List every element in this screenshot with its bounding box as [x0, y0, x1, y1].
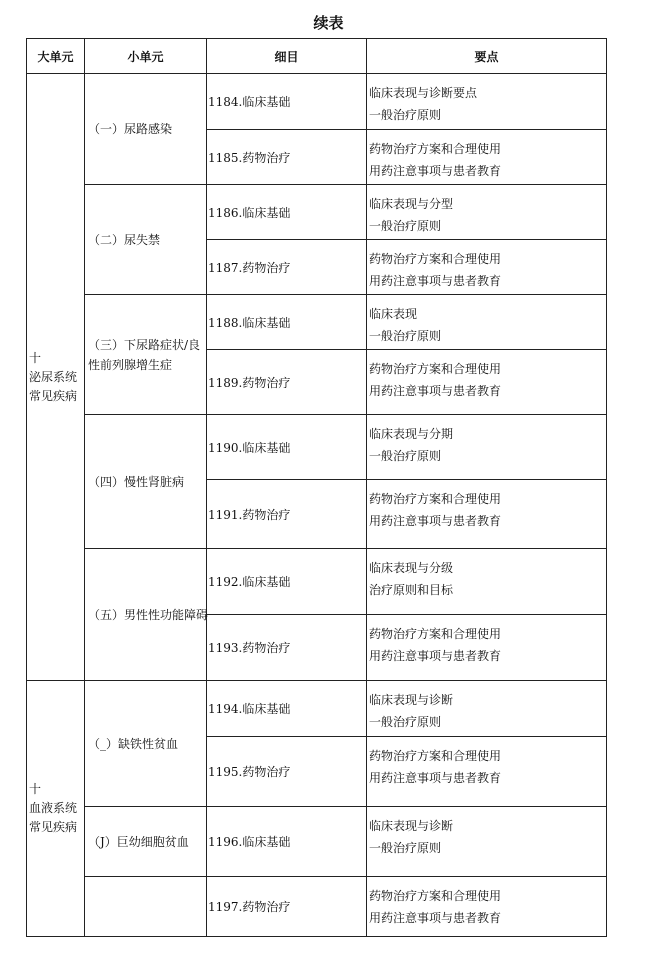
page-title: 续表 [313, 14, 344, 32]
table-row [27, 415, 607, 480]
key-point-line: 一般治疗原则 [369, 329, 442, 343]
key-point-line: 一般治疗原则 [369, 841, 442, 855]
minor-unit-label: （_）缺铁性贫血 [88, 736, 179, 751]
key-point-line: 药物治疗方案和合理使用 [369, 749, 502, 763]
key-point-line: 临床表现与分级 [369, 561, 454, 575]
table-body [27, 74, 607, 937]
detail-cell: 1187.药物治疗 [207, 240, 367, 295]
key-points-cell [367, 615, 607, 681]
header-detail: 细目 [207, 39, 367, 74]
key-point-line: 临床表现与诊断要点 [369, 86, 478, 100]
table-row [27, 549, 607, 615]
detail-cell: 1194.临床基础 [207, 681, 367, 737]
key-points-cell [367, 415, 607, 480]
detail-cell: 1191.药物治疗 [207, 480, 367, 549]
detail-cell: 1195.药物治疗 [207, 737, 367, 807]
table-row [27, 185, 607, 240]
table-row [27, 74, 607, 130]
key-point-line: 用药注意事项与患者教育 [369, 274, 502, 288]
major-unit-label: 十 [29, 350, 42, 365]
key-point-line: 药物治疗方案和合理使用 [369, 252, 502, 266]
major-unit-label: 十 [29, 782, 42, 796]
key-points-cell [367, 185, 607, 240]
key-points-cell [367, 295, 607, 350]
major-unit-cell [27, 681, 85, 937]
table-row [27, 807, 607, 877]
key-points-cell [367, 737, 607, 807]
key-point-line: 一般治疗原则 [369, 449, 442, 463]
key-point-line: 用药注意事项与患者教育 [369, 911, 502, 925]
detail-cell: 1193.药物治疗 [207, 615, 367, 681]
minor-unit-cell [85, 185, 207, 295]
key-point-line: 临床表现 [369, 307, 418, 321]
minor-unit-label: 性前列腺增生症 [88, 357, 173, 372]
major-unit-label: 常见疾病 [29, 820, 78, 834]
minor-unit-label: （三）下尿路症状/良 [88, 337, 201, 352]
detail-cell: 1189.药物治疗 [207, 350, 367, 415]
table-row [27, 295, 607, 350]
minor-unit-cell [85, 681, 207, 807]
key-point-line: 药物治疗方案和合理使用 [369, 142, 502, 156]
minor-unit-cell [85, 74, 207, 185]
detail-cell: 1192.临床基础 [207, 549, 367, 615]
key-points-cell [367, 240, 607, 295]
table-row [27, 681, 607, 737]
detail-cell: 1190.临床基础 [207, 415, 367, 480]
key-point-line: 临床表现与诊断 [369, 819, 454, 833]
detail-cell: 1188.临床基础 [207, 295, 367, 350]
header-minor-unit: 小单元 [85, 39, 207, 74]
detail-cell: 1184.临床基础 [207, 74, 367, 130]
minor-unit-label: （二）尿失禁 [88, 232, 161, 247]
minor-unit-label: （四）慢性肾脏病 [88, 474, 185, 489]
minor-unit-cell [85, 415, 207, 549]
major-unit-cell [27, 74, 85, 681]
header-major-unit: 大单元 [27, 39, 85, 74]
detail-cell: 1186.临床基础 [207, 185, 367, 240]
key-point-line: 一般治疗原则 [369, 108, 442, 122]
major-unit-label: 常见疾病 [29, 388, 78, 403]
key-point-line: 一般治疗原则 [369, 715, 442, 729]
syllabus-table [26, 38, 607, 937]
detail-cell: 1185.药物治疗 [207, 130, 367, 185]
table-row [27, 877, 607, 937]
key-point-line: 用药注意事项与患者教育 [369, 514, 502, 528]
key-point-line: 用药注意事项与患者教育 [369, 384, 502, 398]
detail-cell: 1196.临床基础 [207, 807, 367, 877]
key-points-cell [367, 480, 607, 549]
key-point-line: 用药注意事项与患者教育 [369, 649, 502, 663]
key-point-line: 用药注意事项与患者教育 [369, 164, 502, 178]
minor-unit-cell [85, 295, 207, 415]
key-point-line: 临床表现与分型 [369, 197, 454, 211]
minor-unit-cell [85, 877, 207, 937]
key-point-line: 药物治疗方案和合理使用 [369, 627, 502, 641]
key-point-line: 药物治疗方案和合理使用 [369, 362, 502, 376]
header-row [27, 39, 607, 74]
key-point-line: 治疗原则和目标 [369, 583, 454, 597]
key-points-cell [367, 74, 607, 130]
minor-unit-cell [85, 549, 207, 681]
major-unit-label: 血液系统 [29, 801, 78, 815]
key-point-line: 用药注意事项与患者教育 [369, 771, 502, 785]
key-points-cell [367, 549, 607, 615]
key-point-line: 药物治疗方案和合理使用 [369, 889, 502, 903]
major-unit-label: 泌尿系统 [29, 369, 78, 384]
header-key-points: 要点 [367, 39, 607, 74]
key-points-cell [367, 130, 607, 185]
key-points-cell [367, 350, 607, 415]
key-point-line: 一般治疗原则 [369, 219, 442, 233]
minor-unit-label: （五）男性性功能障碍 [88, 607, 209, 622]
key-points-cell [367, 681, 607, 737]
key-points-cell [367, 807, 607, 877]
key-point-line: 临床表现与诊断 [369, 693, 454, 707]
key-point-line: 药物治疗方案和合理使用 [369, 492, 502, 506]
detail-cell: 1197.药物治疗 [207, 877, 367, 937]
minor-unit-cell [85, 807, 207, 877]
key-point-line: 临床表现与分期 [369, 427, 454, 441]
minor-unit-label: （J）巨幼细胞贫血 [88, 834, 189, 849]
minor-unit-label: （一）尿路感染 [88, 122, 173, 136]
key-points-cell [367, 877, 607, 937]
